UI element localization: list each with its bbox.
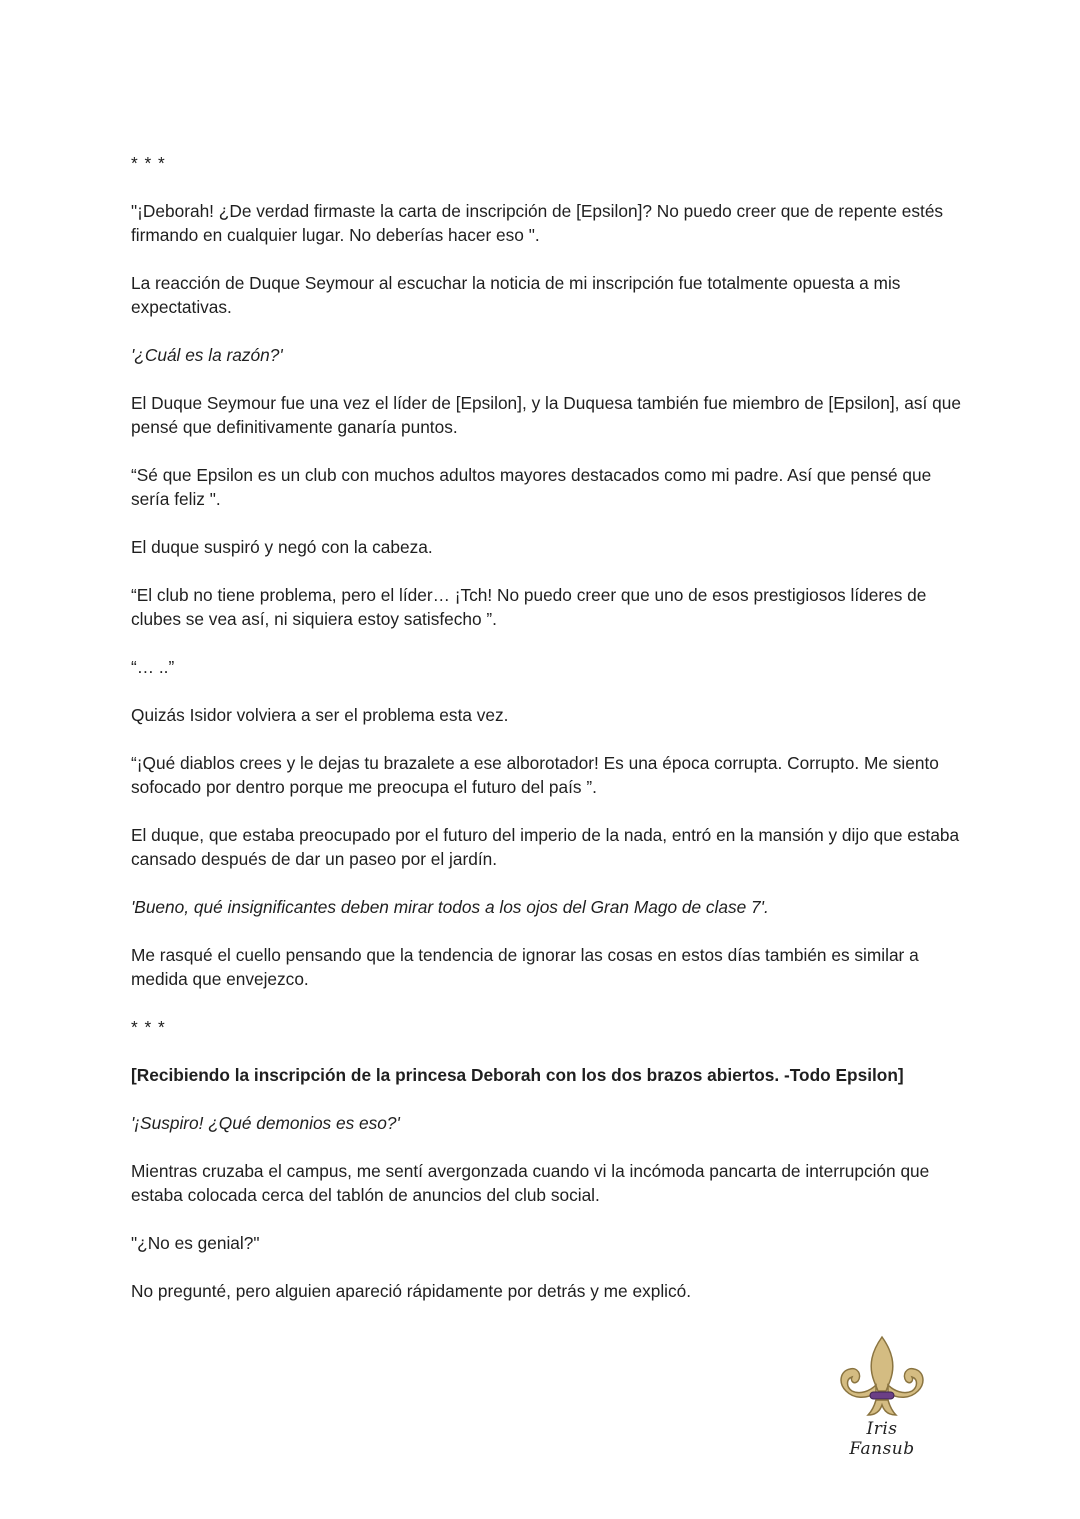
paragraph: La reacción de Duque Seymour al escuchar la noticia de mi inscripción fue totalmente opuesta a mis expectativas. <box>131 273 901 317</box>
paragraph-thought: 'Bueno, qué insignificantes deben mirar todos a los ojos del Gran Mago de clase 7'. <box>131 897 769 917</box>
paragraph: "¡Deborah! ¿De verdad firmaste la carta de inscripción de [Epsilon]? No puedo creer que de repente estés firmando en cualquier lugar. No deberías hacer eso ". <box>131 201 944 245</box>
paragraph: “Sé que Epsilon es un club con muchos adultos mayores destacados como mi padre. Así que pensé que sería feliz ". <box>131 465 932 509</box>
document-body <box>131 151 961 1327</box>
paragraph: Quizás Isidor volviera a ser el problema esta vez. <box>131 705 509 725</box>
paragraph: “… ..” <box>131 657 175 677</box>
paragraph: El duque suspiró y negó con la cabeza. <box>131 537 433 557</box>
paragraph-thought: '¿Cuál es la razón?' <box>131 345 283 365</box>
scene-separator: * * * <box>131 1017 166 1037</box>
paragraph-thought: '¡Suspiro! ¿Qué demonios es eso?' <box>131 1113 400 1133</box>
fleur-de-lis-icon <box>832 1333 932 1423</box>
paragraph: El duque, que estaba preocupado por el futuro del imperio de la nada, entró en la mansión y dijo que estaba cansado después de dar un paseo por el jardín. <box>131 825 960 869</box>
paragraph: "¿No es genial?" <box>131 1233 260 1253</box>
scene-separator: * * * <box>131 153 166 173</box>
paragraph: El Duque Seymour fue una vez el líder de [Epsilon], y la Duquesa también fue miembro de [Epsilon], así que pensé que definitivamente ganaría puntos. <box>131 393 961 437</box>
paragraph: No pregunté, pero alguien apareció rápidamente por detrás y me explicó. <box>131 1281 692 1301</box>
paragraph: “¡Qué diablos crees y le dejas tu brazalete a ese alborotador! Es una época corrupta. Corrupto. Me siento sofocado por dentro porque me preocupa el futuro del país ”. <box>131 753 939 797</box>
paragraph: Mientras cruzaba el campus, me sentí avergonzada cuando vi la incómoda pancarta de interrupción que estaba colocada cerca del tablón de anuncios del club social. <box>131 1161 930 1205</box>
paragraph: Me rasqué el cuello pensando que la tendencia de ignorar las cosas en estos días también es similar a medida que envejezco. <box>131 945 919 989</box>
paragraph: “El club no tiene problema, pero el líder… ¡Tch! No puedo creer que uno de esos prestigiosos líderes de clubes se vea así, ni siquiera estoy satisfecho ”. <box>131 585 927 629</box>
watermark-text: Iris Fansub <box>849 1419 915 1459</box>
watermark-logo <box>832 1333 932 1459</box>
banner-text: [Recibiendo la inscripción de la princesa Deborah con los dos brazos abiertos. -Todo Epsilon] <box>131 1065 904 1085</box>
